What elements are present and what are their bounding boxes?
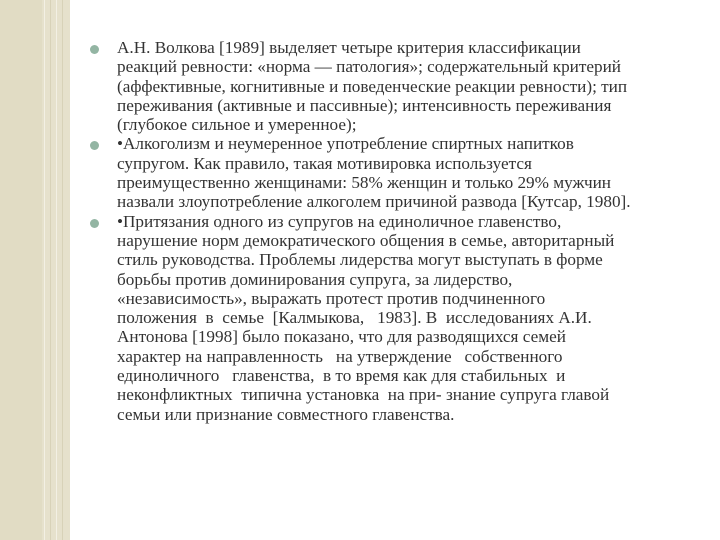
bullet-item-alcoholism bbox=[90, 134, 720, 211]
decorative-stripe bbox=[62, 0, 63, 540]
bullet-dot-icon bbox=[90, 45, 99, 54]
text-line: характер на направленность на утверждение собственного bbox=[117, 346, 563, 366]
text-line: Антонова [1998] было показано, что для разводящихся семей bbox=[117, 327, 566, 347]
bullet-dot-icon bbox=[90, 219, 99, 228]
text-line: неконфликтных типична установка на при- знание супруга главой bbox=[117, 385, 610, 405]
text-line: борьбы против доминирования супруга, за лидерство, bbox=[117, 269, 513, 289]
text-line: положения в семье [Калмыкова, 1983]. В исследованиях А.И. bbox=[117, 308, 592, 328]
text-line: супругом. Как правило, такая мотивировка используется bbox=[117, 153, 532, 173]
text-line: (аффективные, когнитивные и поведенческие реакции ревности); тип bbox=[117, 76, 628, 96]
text-line: преимущественно женщинами: 58% женщин и только 29% мужчин bbox=[117, 173, 611, 193]
decorative-stripe bbox=[56, 0, 57, 540]
text-line: •Алкоголизм и неумеренное употребление спиртных напитков bbox=[117, 134, 574, 154]
text-line: «независимость», выражать протест против подчиненного bbox=[117, 288, 546, 308]
text-line: назвали злоупотребление алкоголем причиной развода [Кутсар, 1980]. bbox=[117, 192, 631, 212]
text-line: семьи или признание совместного главенства. bbox=[117, 404, 455, 424]
text-line: реакций ревности: «норма — патология»; содержательный критерий bbox=[117, 57, 622, 77]
bullet-text bbox=[117, 212, 720, 424]
decorative-stripe bbox=[44, 0, 45, 540]
text-line: А.Н. Волкова [1989] выделяет четыре критерия классификации bbox=[117, 38, 581, 57]
decorative-stripe bbox=[50, 0, 51, 540]
bullet-dot-icon bbox=[90, 141, 99, 150]
text-line: переживания (активные и пассивные); интенсивность переживания bbox=[117, 95, 612, 115]
text-line: единоличного главенства, в то время как для стабильных и bbox=[117, 366, 566, 386]
left-decorative-band bbox=[0, 0, 42, 540]
bullet-text bbox=[117, 134, 720, 211]
bullet-list bbox=[90, 38, 720, 424]
bullet-text bbox=[117, 38, 720, 134]
text-line: стиль руководства. Проблемы лидерства могут выступать в форме bbox=[117, 250, 603, 270]
bullet-item-leadership bbox=[90, 212, 720, 424]
text-line: •Притязания одного из супругов на единоличное главенство, bbox=[117, 211, 562, 231]
text-line: нарушение норм демократического общения в семье, авторитарный bbox=[117, 230, 615, 250]
bullet-item-volkova-criteria bbox=[90, 38, 720, 134]
text-line: (глубокое сильное и умеренное); bbox=[117, 115, 357, 135]
